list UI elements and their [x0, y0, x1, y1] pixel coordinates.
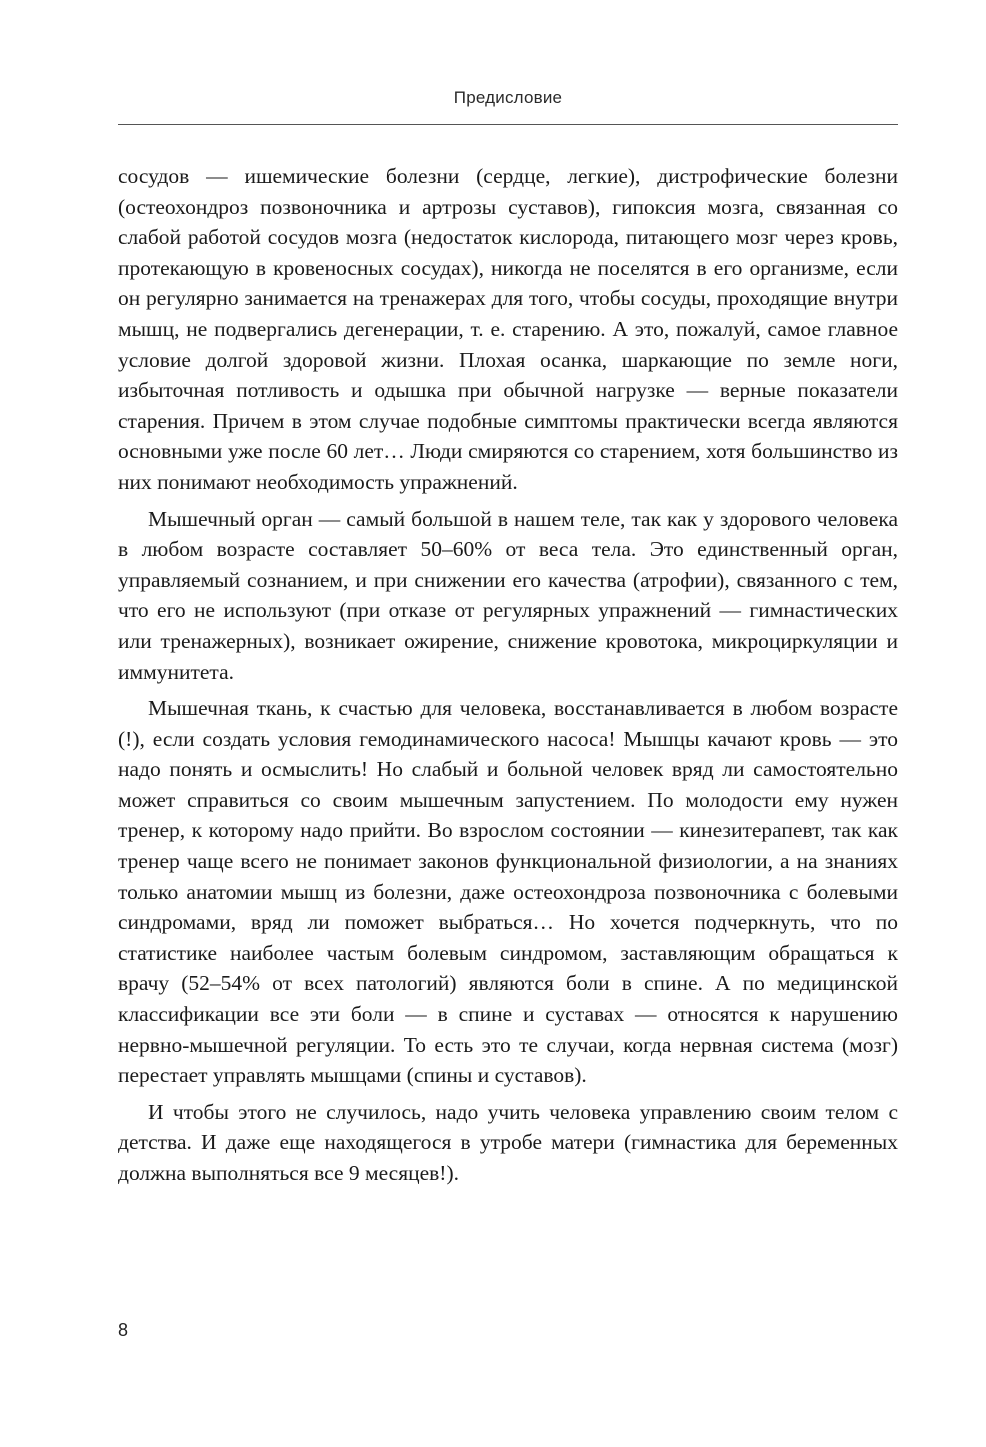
running-head: Предисловие [453, 88, 563, 107]
paragraph: И чтобы этого не случилось, надо учить человека управлению своим телом с детства. И даже еще находящегося в утробе матери (гимнастика для беременных должна выполняться все 9 месяцев!). [118, 1099, 898, 1185]
header-rule [118, 124, 898, 125]
body-text [118, 161, 898, 1195]
paragraph: Мышечный орган — самый большой в нашем теле, так как у здорового человека в любом возрасте составляет 50–60% от веса тела. Это единственный орган, управляемый сознанием, и при снижении его качества (атрофии), связанного с тем, что его не используют (при отказе от регулярных упражнений — гимнастических или тренажерных), возникает ожирение, снижение кровотока, микроциркуляции и иммунитета. [118, 506, 898, 684]
page-number: 8 [118, 1320, 129, 1340]
paragraph-continuation: сосудов — ишемические болезни (сердце, легкие), дистрофические болезни (остеохондроз позвоночника и артрозы суставов), гипоксия мозга, связанная со слабой работой сосудов мозга (недостаток кислорода, питающего мозг через кровь, протекающую в кровеносных сосудах), никогда не поселятся в его организме, если он регулярно занимается на тренажерах для того, чтобы сосуды, проходящие внутри мышц, не подвергались дегенерации, т. е. старению. А это, пожалуй, самое главное условие долгой здоровой жизни. Плохая осанка, шаркающие по земле ноги, избыточная потливость и одышка при обычной нагрузке — верные показатели старения. Причем в этом случае подобные симптомы практически всегда являются основными уже после 60 лет… Люди смиряются со старением, хотя большинство из них понимают необходимость упражнений. [118, 164, 898, 494]
paragraph: Мышечная ткань, к счастью для человека, восстанавливается в любом возрасте (!), если создать условия гемодинамического насоса! Мышцы качают кровь — это надо понять и осмыслить! Но слабый и больной человек вряд ли самостоятельно может справиться со своим мышечным запустением. По молодости ему нужен тренер, к которому надо прийти. Во взрослом состоянии — кинезитерапевт, так как тренер чаще всего не понимает законов функциональной физиологии, а на знаниях только анатомии мышц из болезни, даже остеохондроза позвоночника с болевыми синдромами, вряд ли поможет выбраться… Но хочется подчеркнуть, что по статистике наиболее частым болевым синдромом, заставляющим обращаться к врачу (52–54% от всех патологий) являются боли в спине. А по медицинской классификации все эти боли — в спине и суставах — относятся к нарушению нервно-мышечной регуляции. То есть это те случаи, когда нервная система (мозг) перестает управлять мышцами (спины и суставов). [118, 696, 898, 1088]
